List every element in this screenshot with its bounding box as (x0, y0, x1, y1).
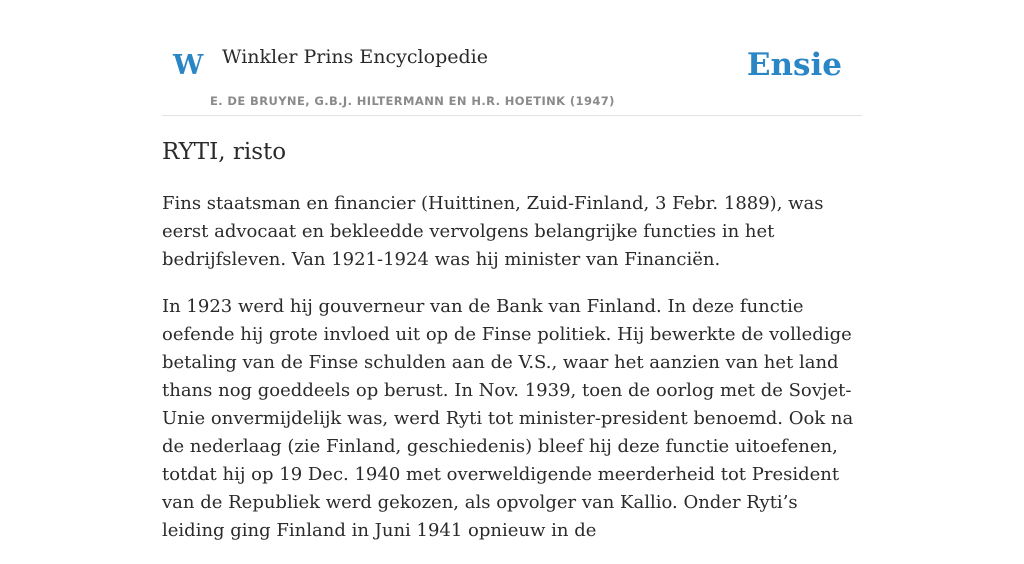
winkler-prins-logo[interactable]: W (173, 50, 204, 81)
publication-authors: E. DE BRUYNE, G.B.J. HILTERMANN EN H.R. HOETINK (1947) (210, 94, 615, 108)
ensie-brand-logo[interactable]: Ensie (746, 47, 842, 83)
article (162, 138, 862, 564)
article-title: RYTI, risto (162, 139, 287, 165)
site-header (162, 0, 862, 116)
publication-title[interactable]: Winkler Prins Encyclopedie (222, 46, 488, 68)
article-paragraph: Fins staatsman en financier (Huittinen, Zuid-Finland, 3 Febr. 1889), was eerst advocaat en bekleedde vervolgens belangrijke functies in het bedrijfsleven. Van 1921-1924 was hij minister van Financiën. (162, 192, 824, 270)
article-paragraph: In 1923 werd hij gouverneur van de Bank van Finland. In deze functie oefende hij grote invloed uit op de Finse politiek. Hij bewerkte de volledige betaling van de Finse schulden aan de V.S., waar het aanzien van het land thans nog goeddeels op berust. In Nov. 1939, toen de oorlog met de Sovjet-Unie onvermijdelijk was, werd Ryti tot minister-president benoemd. Ook na de nederlaag (zie Finland, geschiedenis) bleef hij deze functie uitoefenen, totdat hij op 19 Dec. 1940 met overweldigende meerderheid tot President van de Republiek werd gekozen, als opvolger van Kallio. Onder Ryti’s leiding ging Finland in Juni 1941 opnieuw in de (162, 295, 854, 541)
